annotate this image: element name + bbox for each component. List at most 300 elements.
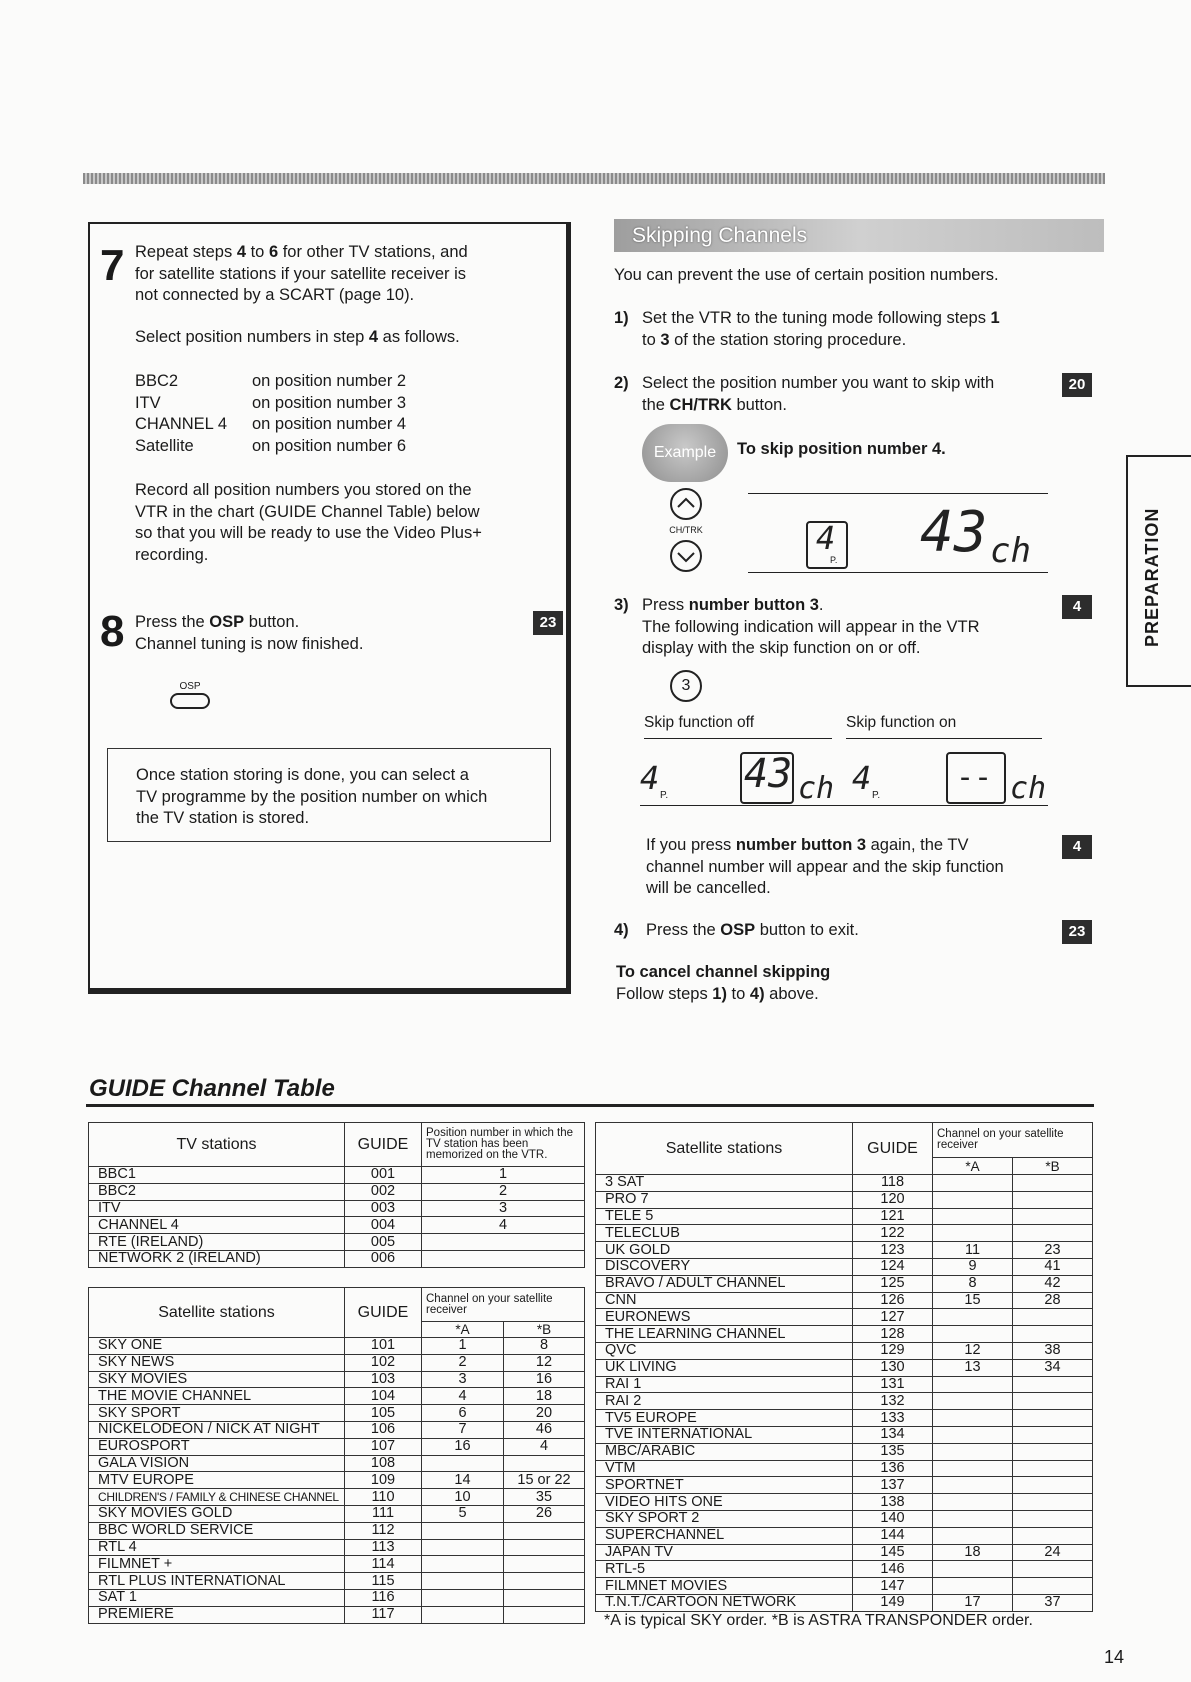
table-row bbox=[89, 1421, 585, 1438]
col-header-a: *A bbox=[933, 1158, 1013, 1175]
table-row bbox=[596, 1527, 1093, 1544]
table-row bbox=[596, 1309, 1093, 1326]
channel-cell bbox=[1013, 1208, 1093, 1225]
guide-number-cell: 101 bbox=[345, 1338, 422, 1355]
ch-trk-buttons: CH/TRK bbox=[668, 488, 704, 574]
station-name-cell: EURONEWS bbox=[596, 1309, 853, 1326]
guide-number-cell: 134 bbox=[853, 1426, 933, 1443]
channel-cell bbox=[1013, 1191, 1093, 1208]
table-row bbox=[89, 1589, 585, 1606]
skip-step-2-text: Select the position number you want to skip with the CH/TRK button. bbox=[642, 374, 995, 414]
station-name-cell: RTL 4 bbox=[89, 1539, 345, 1556]
channel-cell: 15 or 22 bbox=[504, 1472, 585, 1489]
station-name-cell: BRAVO / ADULT CHANNEL bbox=[596, 1275, 853, 1292]
guide-number-cell: 126 bbox=[853, 1292, 933, 1309]
channel-cell bbox=[933, 1460, 1013, 1477]
cancel-skipping: To cancel channel skipping Follow steps 1) to 4) above. bbox=[616, 963, 831, 1003]
table-row bbox=[596, 1410, 1093, 1427]
channel-cell bbox=[1013, 1309, 1093, 1326]
channel-cell: 18 bbox=[504, 1388, 585, 1405]
skip-step-3-num: 3) bbox=[614, 596, 629, 614]
channel-cell bbox=[933, 1510, 1013, 1527]
channel-cell: 34 bbox=[1013, 1359, 1093, 1376]
guide-number-cell: 107 bbox=[345, 1438, 422, 1455]
station-name-cell: 3 SAT bbox=[596, 1175, 853, 1192]
channel-cell bbox=[422, 1250, 585, 1267]
channel-cell bbox=[1013, 1376, 1093, 1393]
channel-cell bbox=[504, 1589, 585, 1606]
station-name-cell: PRO 7 bbox=[596, 1191, 853, 1208]
table-row bbox=[89, 1455, 585, 1472]
channel-cell bbox=[1013, 1326, 1093, 1343]
guide-number-cell: 106 bbox=[345, 1421, 422, 1438]
guide-number-cell: 132 bbox=[853, 1393, 933, 1410]
guide-number-cell: 145 bbox=[853, 1544, 933, 1561]
channel-cell bbox=[422, 1522, 504, 1539]
lcd-off-unit: ch bbox=[798, 771, 835, 806]
channel-cell: 13 bbox=[933, 1359, 1013, 1376]
table-row bbox=[89, 1250, 585, 1267]
skip-step-2-num: 2) bbox=[614, 374, 629, 392]
channel-cell bbox=[504, 1539, 585, 1556]
guide-number-cell: 136 bbox=[853, 1460, 933, 1477]
guide-number-cell: 133 bbox=[853, 1410, 933, 1427]
table-row bbox=[596, 1594, 1093, 1611]
station-name-cell: EUROSPORT bbox=[89, 1438, 345, 1455]
channel-cell: 1 bbox=[422, 1338, 504, 1355]
table-row bbox=[89, 1183, 585, 1200]
col-header-guide: GUIDE bbox=[345, 1123, 422, 1167]
table-row bbox=[596, 1258, 1093, 1275]
channel-cell bbox=[933, 1410, 1013, 1427]
station-name-cell: SUPERCHANNEL bbox=[596, 1527, 853, 1544]
example-label: Example bbox=[642, 424, 728, 482]
channel-cell: 8 bbox=[933, 1275, 1013, 1292]
guide-number-cell: 005 bbox=[345, 1234, 422, 1251]
table-row bbox=[89, 1234, 585, 1251]
channel-cell: 4 bbox=[422, 1388, 504, 1405]
col-header-guide: GUIDE bbox=[853, 1123, 933, 1175]
lcd-off-box: 43 bbox=[740, 752, 794, 804]
channel-cell: 6 bbox=[422, 1405, 504, 1422]
channel-cell bbox=[933, 1426, 1013, 1443]
station-name-cell: PREMIERE bbox=[89, 1606, 345, 1623]
record-instruction: Record all position numbers you stored on the VTR in the chart (GUIDE Channel Table) below so that you will be ready to use the Video Plus+ recording. bbox=[135, 481, 482, 564]
channel-cell: 18 bbox=[933, 1544, 1013, 1561]
channel-cell: 1 bbox=[422, 1167, 585, 1184]
station-name-cell: TELECLUB bbox=[596, 1225, 853, 1242]
channel-cell: 9 bbox=[933, 1258, 1013, 1275]
guide-number-cell: 003 bbox=[345, 1200, 422, 1217]
lcd-on-position: 4 bbox=[852, 759, 872, 797]
station-name-cell: SPORTNET bbox=[596, 1477, 853, 1494]
lcd-compare-line bbox=[640, 805, 1048, 806]
guide-number-cell: 111 bbox=[345, 1505, 422, 1522]
lcd-on-pmark: P. bbox=[872, 790, 881, 801]
station-name-cell: MTV EUROPE bbox=[89, 1472, 345, 1489]
channel-cell bbox=[422, 1234, 585, 1251]
guide-number-cell: 123 bbox=[853, 1242, 933, 1259]
press-again-text: If you press number button 3 again, the TV channel number will appear and the skip function will be cancelled. bbox=[646, 836, 1004, 897]
table-row bbox=[596, 1342, 1093, 1359]
guide-number-cell: 129 bbox=[853, 1342, 933, 1359]
channel-cell bbox=[504, 1556, 585, 1573]
station-name-cell: CHILDREN'S / FAMILY & CHINESE CHANNEL bbox=[89, 1489, 345, 1506]
channel-cell: 3 bbox=[422, 1371, 504, 1388]
guide-number-cell: 102 bbox=[345, 1354, 422, 1371]
skip-step-3-text: Press number button 3. The following indication will appear in the VTR display with the skip function on or off. bbox=[642, 596, 980, 657]
channel-cell bbox=[1013, 1510, 1093, 1527]
col-header-guide: GUIDE bbox=[345, 1288, 422, 1338]
guide-number-cell: 006 bbox=[345, 1250, 422, 1267]
guide-number-cell: 103 bbox=[345, 1371, 422, 1388]
skip-step-1-num: 1) bbox=[614, 309, 629, 327]
guide-number-cell: 144 bbox=[853, 1527, 933, 1544]
number-3-button-icon: 3 bbox=[670, 670, 702, 702]
channel-cell bbox=[933, 1477, 1013, 1494]
table-row bbox=[89, 1167, 585, 1184]
channel-cell: 10 bbox=[422, 1489, 504, 1506]
station-name-cell: MBC/ARABIC bbox=[596, 1443, 853, 1460]
guide-number-cell: 125 bbox=[853, 1275, 933, 1292]
table-row bbox=[89, 1489, 585, 1506]
guide-number-cell: 140 bbox=[853, 1510, 933, 1527]
channel-cell bbox=[933, 1393, 1013, 1410]
station-name-cell: SKY ONE bbox=[89, 1338, 345, 1355]
table-row bbox=[89, 1200, 585, 1217]
table-row bbox=[596, 1393, 1093, 1410]
lcd-ch-unit: ch bbox=[990, 531, 1031, 571]
channel-cell: 8 bbox=[504, 1338, 585, 1355]
guide-number-cell: 117 bbox=[345, 1606, 422, 1623]
table-row bbox=[89, 1438, 585, 1455]
station-name-cell: VIDEO HITS ONE bbox=[596, 1494, 853, 1511]
channel-cell: 3 bbox=[422, 1200, 585, 1217]
guide-number-cell: 131 bbox=[853, 1376, 933, 1393]
table-row bbox=[596, 1225, 1093, 1242]
guide-number-cell: 127 bbox=[853, 1309, 933, 1326]
table-row bbox=[596, 1510, 1093, 1527]
station-name-cell: JAPAN TV bbox=[596, 1544, 853, 1561]
table-row bbox=[596, 1359, 1093, 1376]
channel-cell: 16 bbox=[504, 1371, 585, 1388]
guide-number-cell: 149 bbox=[853, 1594, 933, 1611]
channel-cell bbox=[933, 1175, 1013, 1192]
col-header-a: *A bbox=[422, 1322, 504, 1338]
station-name-cell: SKY MOVIES bbox=[89, 1371, 345, 1388]
channel-cell bbox=[422, 1455, 504, 1472]
station-name-cell: T.N.T./CARTOON NETWORK bbox=[596, 1594, 853, 1611]
guide-number-cell: 108 bbox=[345, 1455, 422, 1472]
channel-cell bbox=[933, 1443, 1013, 1460]
table-row bbox=[596, 1426, 1093, 1443]
page-ref-badge: 23 bbox=[1062, 920, 1092, 944]
station-name-cell: BBC WORLD SERVICE bbox=[89, 1522, 345, 1539]
table-row bbox=[596, 1175, 1093, 1192]
table-row bbox=[596, 1477, 1093, 1494]
channel-cell: 5 bbox=[422, 1505, 504, 1522]
guide-number-cell: 146 bbox=[853, 1561, 933, 1578]
station-name-cell: NICKELODEON / NICK AT NIGHT bbox=[89, 1421, 345, 1438]
station-name-cell: SKY SPORT 2 bbox=[596, 1510, 853, 1527]
lcd-off-pmark: P. bbox=[660, 790, 669, 801]
station-name-cell: ITV bbox=[89, 1200, 345, 1217]
channel-cell bbox=[504, 1606, 585, 1623]
note-box: Once station storing is done, you can select a TV programme by the position number on which the TV station is stored. bbox=[107, 748, 551, 842]
channel-cell bbox=[933, 1191, 1013, 1208]
station-name-cell: SKY SPORT bbox=[89, 1405, 345, 1422]
table-row bbox=[89, 1338, 585, 1355]
table-row bbox=[89, 1505, 585, 1522]
channel-cell: 16 bbox=[422, 1438, 504, 1455]
top-rule bbox=[83, 173, 1105, 184]
guide-number-cell: 138 bbox=[853, 1494, 933, 1511]
channel-cell bbox=[933, 1494, 1013, 1511]
skip-off-label: Skip function off bbox=[644, 712, 832, 739]
channel-cell bbox=[1013, 1477, 1093, 1494]
channel-cell bbox=[504, 1573, 585, 1590]
channel-cell bbox=[1013, 1460, 1093, 1477]
station-name-cell: BBC1 bbox=[89, 1167, 345, 1184]
table-row bbox=[89, 1606, 585, 1623]
channel-cell bbox=[933, 1578, 1013, 1595]
channel-cell bbox=[933, 1208, 1013, 1225]
station-name-cell: CNN bbox=[596, 1292, 853, 1309]
channel-cell: 4 bbox=[422, 1217, 585, 1234]
channel-cell bbox=[933, 1376, 1013, 1393]
col-header-receiver: Channel on your satellite receiver bbox=[422, 1288, 585, 1322]
channel-cell bbox=[1013, 1410, 1093, 1427]
lcd-on-unit: ch bbox=[1010, 771, 1047, 806]
station-name-cell: RTE (IRELAND) bbox=[89, 1234, 345, 1251]
table-row bbox=[596, 1191, 1093, 1208]
table-row bbox=[596, 1578, 1093, 1595]
channel-cell: 7 bbox=[422, 1421, 504, 1438]
channel-cell bbox=[933, 1527, 1013, 1544]
table-row bbox=[89, 1573, 585, 1590]
guide-number-cell: 002 bbox=[345, 1183, 422, 1200]
table-row bbox=[596, 1443, 1093, 1460]
guide-number-cell: 112 bbox=[345, 1522, 422, 1539]
guide-number-cell: 118 bbox=[853, 1175, 933, 1192]
station-name-cell: QVC bbox=[596, 1342, 853, 1359]
guide-number-cell: 116 bbox=[345, 1589, 422, 1606]
station-name-cell: SKY MOVIES GOLD bbox=[89, 1505, 345, 1522]
station-name-cell: UK GOLD bbox=[596, 1242, 853, 1259]
station-name-cell: TV5 EUROPE bbox=[596, 1410, 853, 1427]
channel-cell: 37 bbox=[1013, 1594, 1093, 1611]
channel-cell bbox=[1013, 1225, 1093, 1242]
channel-cell bbox=[504, 1522, 585, 1539]
col-header-station: TV stations bbox=[89, 1123, 345, 1167]
section-side-tab: PREPARATION bbox=[1126, 455, 1191, 687]
table-row bbox=[89, 1539, 585, 1556]
channel-cell: 4 bbox=[504, 1438, 585, 1455]
channel-cell: 23 bbox=[1013, 1242, 1093, 1259]
channel-cell bbox=[1013, 1561, 1093, 1578]
channel-cell bbox=[1013, 1443, 1093, 1460]
table-row bbox=[596, 1460, 1093, 1477]
guide-number-cell: 124 bbox=[853, 1258, 933, 1275]
lcd-top-line bbox=[748, 493, 1048, 494]
guide-number-cell: 147 bbox=[853, 1578, 933, 1595]
channel-cell: 26 bbox=[504, 1505, 585, 1522]
page-ref-badge: 4 bbox=[1062, 835, 1092, 859]
guide-number-cell: 128 bbox=[853, 1326, 933, 1343]
channel-cell: 2 bbox=[422, 1354, 504, 1371]
station-name-cell: THE MOVIE CHANNEL bbox=[89, 1388, 345, 1405]
channel-cell bbox=[1013, 1175, 1093, 1192]
station-name-cell: TVE INTERNATIONAL bbox=[596, 1426, 853, 1443]
channel-cell: 35 bbox=[504, 1489, 585, 1506]
channel-cell bbox=[1013, 1426, 1093, 1443]
channel-cell bbox=[422, 1573, 504, 1590]
skip-on-label: Skip function on bbox=[846, 712, 1042, 739]
channel-cell: 17 bbox=[933, 1594, 1013, 1611]
channel-cell: 41 bbox=[1013, 1258, 1093, 1275]
example-text: To skip position number 4. bbox=[737, 440, 946, 458]
station-name-cell: THE LEARNING CHANNEL bbox=[596, 1326, 853, 1343]
guide-number-cell: 001 bbox=[345, 1167, 422, 1184]
station-name-cell: FILMNET + bbox=[89, 1556, 345, 1573]
station-name-cell: BBC2 bbox=[89, 1183, 345, 1200]
channel-cell bbox=[933, 1561, 1013, 1578]
channel-cell: 12 bbox=[504, 1354, 585, 1371]
station-name-cell: NETWORK 2 (IRELAND) bbox=[89, 1250, 345, 1267]
table-row bbox=[596, 1208, 1093, 1225]
channel-cell bbox=[933, 1326, 1013, 1343]
channel-cell bbox=[933, 1309, 1013, 1326]
channel-cell: 28 bbox=[1013, 1292, 1093, 1309]
station-name-cell: FILMNET MOVIES bbox=[596, 1578, 853, 1595]
col-header-receiver: Channel on your satellite receiver bbox=[933, 1123, 1093, 1158]
page-number: 14 bbox=[1104, 1647, 1125, 1667]
table-row bbox=[89, 1472, 585, 1489]
channel-cell bbox=[422, 1606, 504, 1623]
guide-number-cell: 122 bbox=[853, 1225, 933, 1242]
lcd-on-box: -- bbox=[946, 752, 1006, 804]
satellite-stations-table-2 bbox=[595, 1122, 1093, 1612]
skip-step-4-num: 4) bbox=[614, 921, 629, 939]
osp-button-icon: OSP bbox=[168, 682, 212, 712]
table-row bbox=[89, 1405, 585, 1422]
table-row bbox=[596, 1292, 1093, 1309]
station-name-cell: GALA VISION bbox=[89, 1455, 345, 1472]
lcd-position-box: 4 P. bbox=[806, 521, 848, 569]
table-row bbox=[596, 1326, 1093, 1343]
guide-number-cell: 113 bbox=[345, 1539, 422, 1556]
channel-cell: 42 bbox=[1013, 1275, 1093, 1292]
station-name-cell: DISCOVERY bbox=[596, 1258, 853, 1275]
channel-cell: 14 bbox=[422, 1472, 504, 1489]
channel-cell bbox=[422, 1556, 504, 1573]
guide-number-cell: 004 bbox=[345, 1217, 422, 1234]
guide-title: GUIDE Channel Table bbox=[89, 1075, 335, 1102]
table-row bbox=[596, 1376, 1093, 1393]
channel-cell: 15 bbox=[933, 1292, 1013, 1309]
page-ref-badge: 4 bbox=[1062, 595, 1092, 619]
station-name-cell: RTL-5 bbox=[596, 1561, 853, 1578]
table-row bbox=[596, 1561, 1093, 1578]
section-title-bar bbox=[614, 219, 1104, 252]
guide-number-cell: 137 bbox=[853, 1477, 933, 1494]
table-row bbox=[89, 1388, 585, 1405]
station-name-cell: RTL PLUS INTERNATIONAL bbox=[89, 1573, 345, 1590]
guide-number-cell: 110 bbox=[345, 1489, 422, 1506]
page-ref-badge: 23 bbox=[533, 611, 563, 635]
col-header-b: *B bbox=[504, 1322, 585, 1338]
station-name-cell: UK LIVING bbox=[596, 1359, 853, 1376]
guide-number-cell: 135 bbox=[853, 1443, 933, 1460]
table-row bbox=[89, 1522, 585, 1539]
channel-cell bbox=[1013, 1527, 1093, 1544]
guide-number-cell: 104 bbox=[345, 1388, 422, 1405]
tv-stations-table bbox=[88, 1122, 585, 1268]
skip-step-4-text: Press the OSP button to exit. bbox=[646, 921, 859, 939]
col-header-station: Satellite stations bbox=[596, 1123, 853, 1175]
guide-number-cell: 109 bbox=[345, 1472, 422, 1489]
position-list: BBC2 on position number 2 ITV on position number 3 CHANNEL 4 on position number 4 Satellite on position number 6 bbox=[135, 372, 407, 455]
lcd-off-position: 4 bbox=[640, 759, 660, 797]
table-row bbox=[89, 1354, 585, 1371]
guide-number-cell: 105 bbox=[345, 1405, 422, 1422]
station-name-cell: CHANNEL 4 bbox=[89, 1217, 345, 1234]
station-name-cell: SAT 1 bbox=[89, 1589, 345, 1606]
station-name-cell: SKY NEWS bbox=[89, 1354, 345, 1371]
table-row bbox=[89, 1556, 585, 1573]
page-ref-badge: 20 bbox=[1062, 373, 1092, 397]
channel-cell bbox=[1013, 1393, 1093, 1410]
guide-rule bbox=[86, 1104, 1094, 1107]
guide-number-cell: 120 bbox=[853, 1191, 933, 1208]
step-8-text: Press the OSP button. Channel tuning is now finished. bbox=[135, 613, 364, 653]
channel-cell: 38 bbox=[1013, 1342, 1093, 1359]
channel-cell: 12 bbox=[933, 1342, 1013, 1359]
guide-number-cell: 115 bbox=[345, 1573, 422, 1590]
station-name-cell: TELE 5 bbox=[596, 1208, 853, 1225]
channel-cell bbox=[933, 1225, 1013, 1242]
satellite-stations-table-1 bbox=[88, 1287, 585, 1624]
channel-cell bbox=[422, 1539, 504, 1556]
channel-cell bbox=[504, 1455, 585, 1472]
lcd-bottom-line bbox=[748, 572, 1048, 573]
station-name-cell: RAI 1 bbox=[596, 1376, 853, 1393]
channel-cell: 11 bbox=[933, 1242, 1013, 1259]
step-7-number: 7 bbox=[100, 241, 125, 290]
table-footnote: *A is typical SKY order. *B is ASTRA TRANSPONDER order. bbox=[604, 1612, 1033, 1629]
guide-number-cell: 121 bbox=[853, 1208, 933, 1225]
table-row bbox=[596, 1494, 1093, 1511]
channel-cell: 20 bbox=[504, 1405, 585, 1422]
channel-cell: 46 bbox=[504, 1421, 585, 1438]
step-8-number: 8 bbox=[100, 607, 125, 656]
station-name-cell: RAI 2 bbox=[596, 1393, 853, 1410]
col-header-b: *B bbox=[1013, 1158, 1093, 1175]
table-row bbox=[596, 1275, 1093, 1292]
table-row bbox=[596, 1544, 1093, 1561]
channel-cell: 2 bbox=[422, 1183, 585, 1200]
table-row bbox=[596, 1242, 1093, 1259]
guide-number-cell: 114 bbox=[345, 1556, 422, 1573]
channel-cell: 24 bbox=[1013, 1544, 1093, 1561]
guide-number-cell: 130 bbox=[853, 1359, 933, 1376]
channel-cell bbox=[1013, 1578, 1093, 1595]
channel-cell bbox=[422, 1589, 504, 1606]
col-header-station: Satellite stations bbox=[89, 1288, 345, 1338]
skip-step-1-text: Set the VTR to the tuning mode following steps 1 to 3 of the station storing procedure. bbox=[642, 309, 1000, 349]
col-header-position: Position number in which the TV station has been memorized on the VTR. bbox=[422, 1123, 585, 1167]
step-7-text: Repeat steps 4 to 6 for other TV stations, and for satellite stations if your satellite receiver is not connected by a SCART (page 10). bbox=[135, 243, 468, 304]
